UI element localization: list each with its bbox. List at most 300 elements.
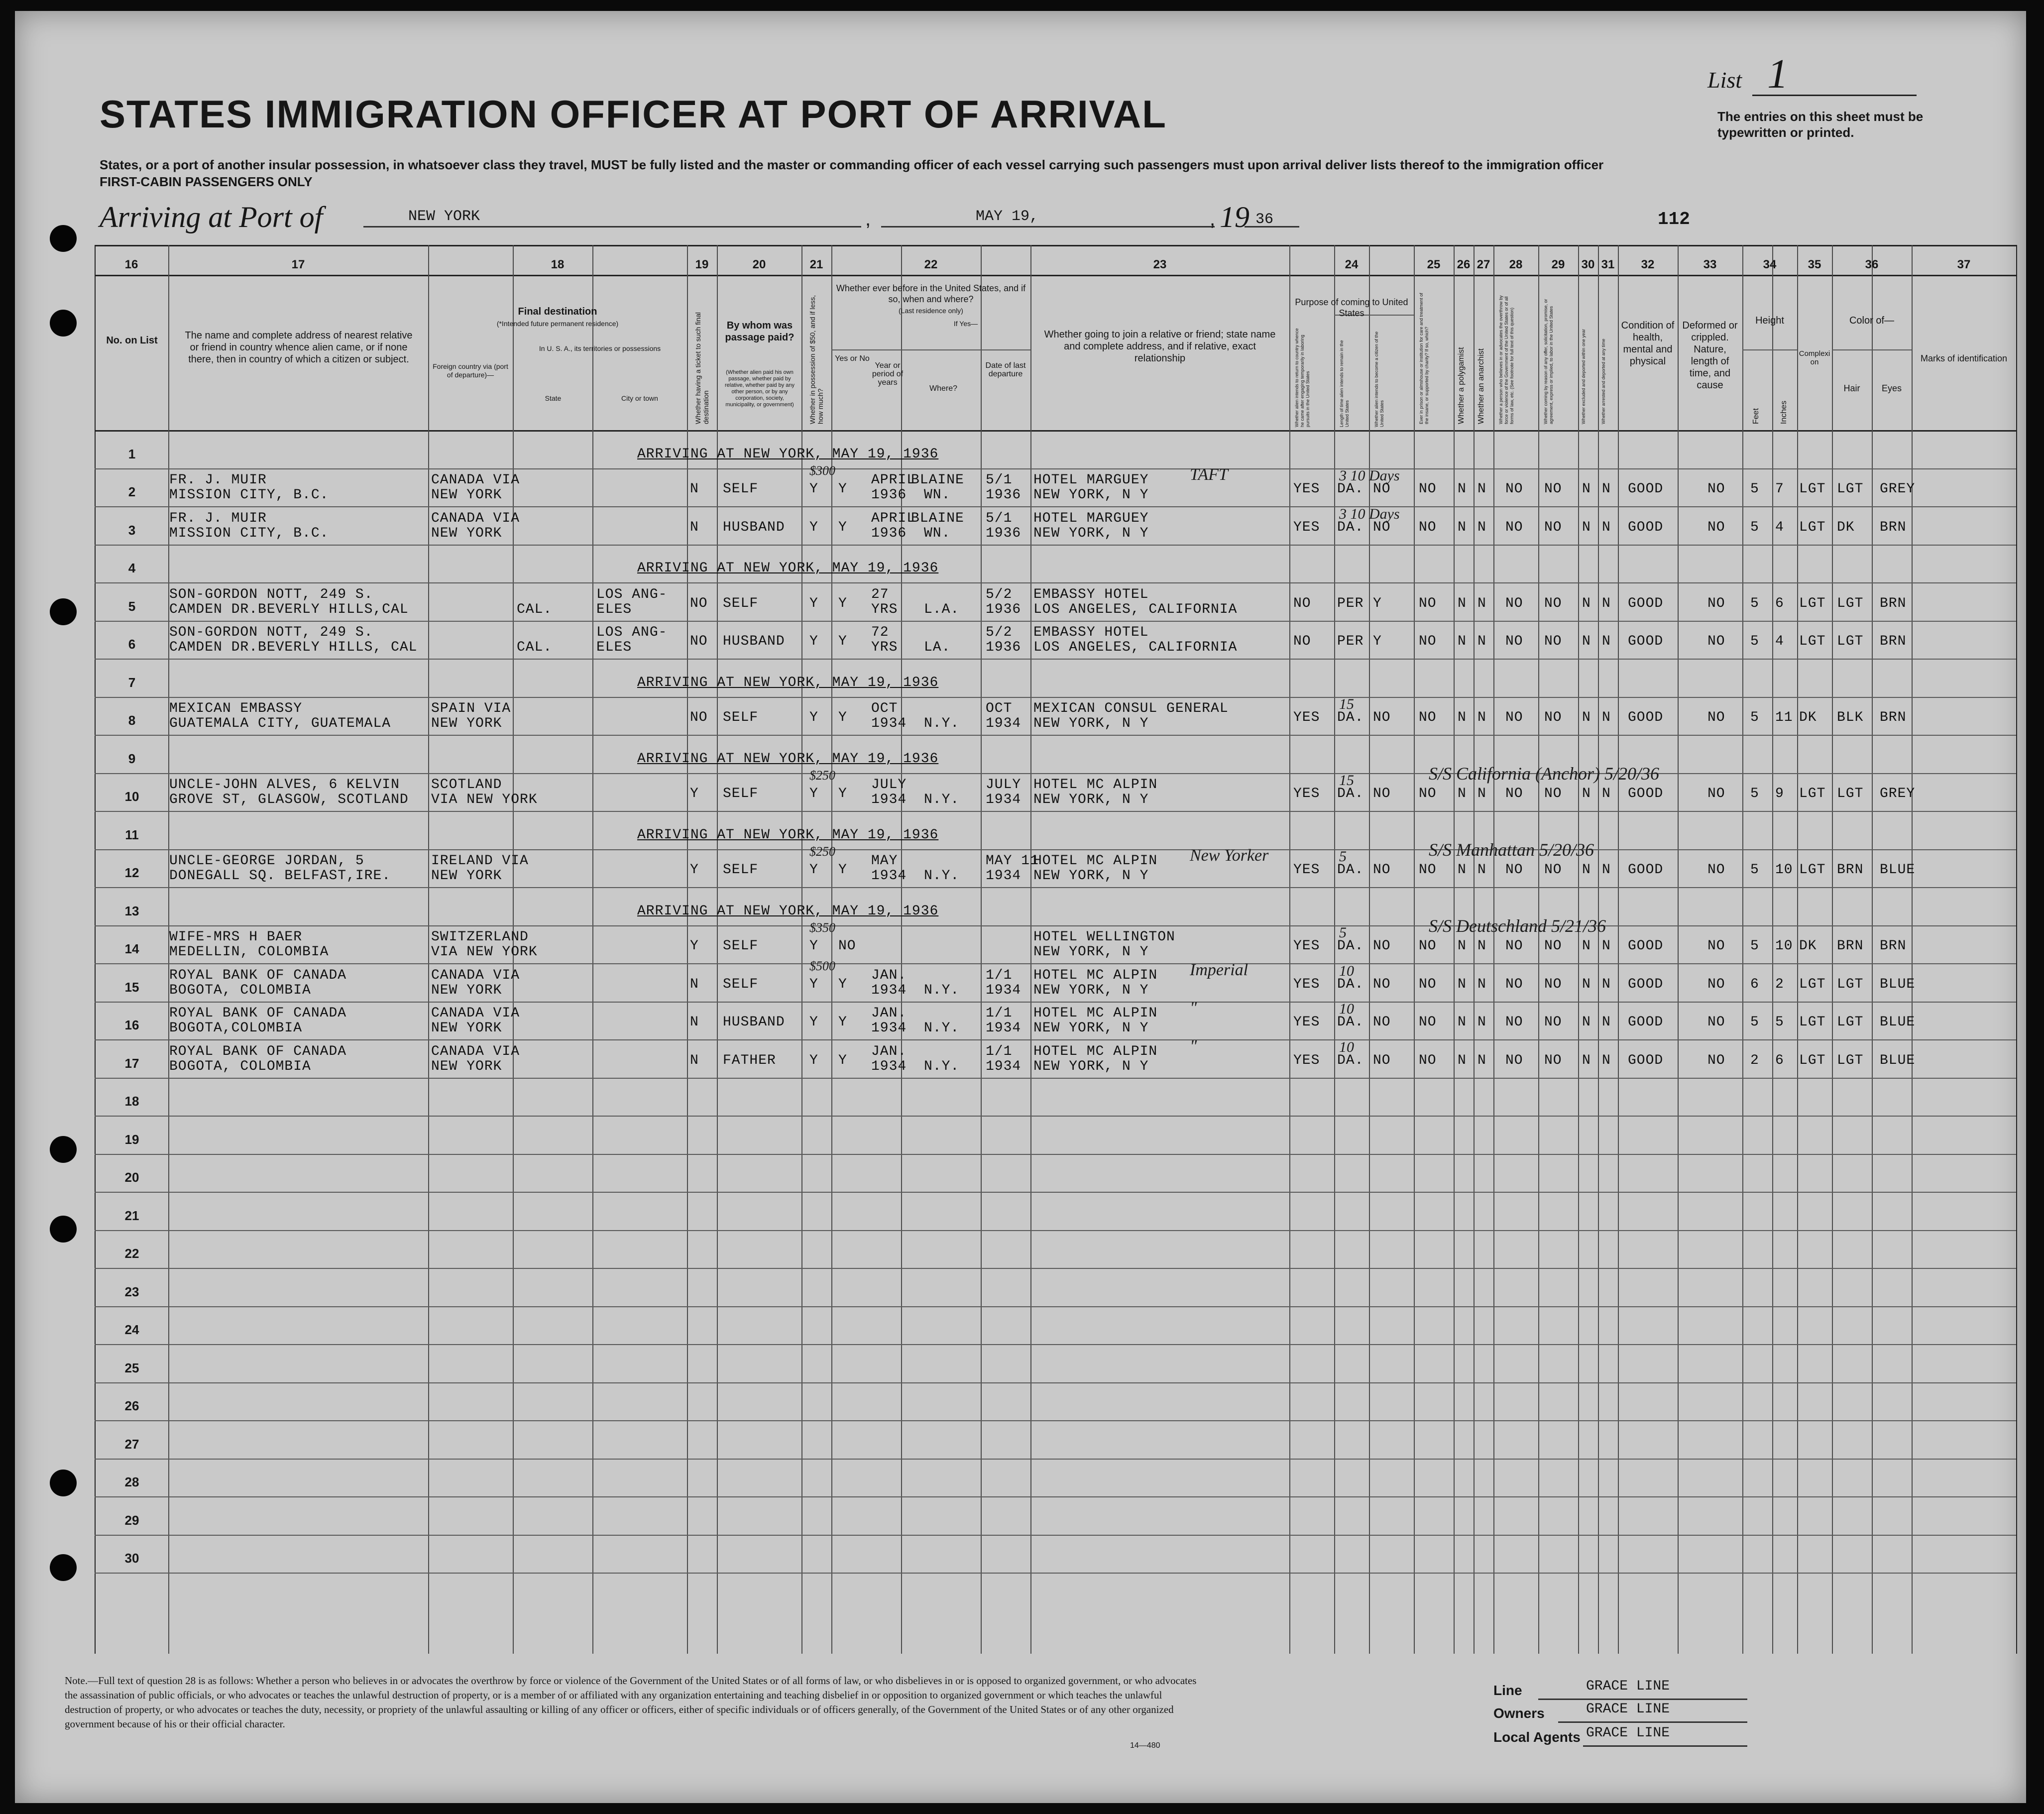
year-period-2: 1934 <box>871 868 907 884</box>
arriving-banner: ARRIVING AT NEW YORK, MAY 19, 1936 <box>637 751 939 767</box>
height-feet: 5 <box>1750 862 1759 878</box>
last-departure-2: 1934 <box>986 1020 1022 1036</box>
agents-value: GRACE LINE <box>1586 1725 1670 1741</box>
complexion: LGT <box>1799 596 1826 611</box>
col-num: 33 <box>1703 258 1717 271</box>
ticket: N <box>690 481 699 497</box>
excluded: N <box>1582 862 1591 878</box>
col-num: 16 <box>124 258 138 271</box>
relative-name: SON-GORDON NOTT, 249 S. <box>169 625 373 640</box>
anarchist: N <box>1477 786 1486 801</box>
join-name: HOTEL MC ALPIN <box>1033 853 1158 869</box>
arriving-banner: ARRIVING AT NEW YORK, MAY 19, 1936 <box>637 447 939 462</box>
relative-address: MISSION CITY, B.C. <box>169 526 329 541</box>
height-inches: 5 <box>1775 1015 1784 1030</box>
hair: DK <box>1837 520 1855 535</box>
stay-length: DA. <box>1337 1015 1364 1030</box>
passage-paid: HUSBAND <box>723 1015 785 1030</box>
eyes: BLUE <box>1880 862 1916 878</box>
height-inches: 2 <box>1775 977 1784 992</box>
complexion: LGT <box>1799 786 1826 801</box>
citizen: NO <box>1373 1015 1391 1030</box>
passage-paid: SELF <box>723 710 759 725</box>
col-num: 22 <box>924 258 938 271</box>
join-name: MEXICAN CONSUL GENERAL <box>1033 701 1229 716</box>
labor-offer: NO <box>1544 938 1562 954</box>
row-rule <box>95 468 2016 469</box>
year-suffix: 36 <box>1255 211 1274 228</box>
row-rule <box>95 659 2016 660</box>
join-name: HOTEL WELLINGTON <box>1033 929 1175 945</box>
row-rule <box>95 1078 2016 1079</box>
year-period: JAN. <box>871 968 907 983</box>
page-title: STATES IMMIGRATION OFFICER AT PORT OF ARRIVAL <box>100 92 1167 136</box>
arrested: N <box>1602 596 1611 611</box>
row-number: 6 <box>128 637 136 652</box>
join-address: LOS ANGELES, CALIFORNIA <box>1033 602 1238 617</box>
year-period: JULY <box>871 777 907 793</box>
col-num: 31 <box>1601 258 1615 271</box>
purpose: YES <box>1293 1015 1320 1030</box>
deformed: NO <box>1707 786 1725 801</box>
row-rule <box>95 963 2016 964</box>
row-number: 4 <box>128 561 136 575</box>
citizen: NO <box>1373 786 1391 801</box>
relative-address: BOGOTA, COLOMBIA <box>169 983 311 998</box>
labor-offer: NO <box>1544 634 1562 649</box>
last-departure-2: 1936 <box>986 640 1022 655</box>
labor-offer: NO <box>1544 710 1562 725</box>
header-marks: Marks of identification <box>1920 353 2008 363</box>
relative-address: MISSION CITY, B.C. <box>169 487 329 503</box>
col-num: 17 <box>291 258 305 271</box>
row-rule <box>95 1039 2016 1040</box>
health: GOOD <box>1628 520 1664 535</box>
join-name: EMBASSY HOTEL <box>1033 587 1149 602</box>
row-number: 19 <box>124 1132 139 1147</box>
row-rule <box>95 621 2016 622</box>
anarchist: N <box>1477 710 1486 725</box>
arriving-banner: ARRIVING AT NEW YORK, MAY 19, 1936 <box>637 675 939 690</box>
dest-foreign: SWITZERLAND <box>431 929 529 945</box>
join-handwritten: " <box>1190 1037 1197 1055</box>
join-name: HOTEL MARGUEY <box>1033 511 1149 526</box>
last-departure-2: 1934 <box>986 868 1022 884</box>
excluded: N <box>1582 786 1591 801</box>
anarchist: N <box>1477 481 1486 497</box>
first-cabin-label: FIRST-CABIN PASSENGERS ONLY <box>100 174 313 189</box>
header-before-us: Whether ever before in the United States, and if so, when and where? <box>836 283 1026 304</box>
col-num: 29 <box>1551 258 1565 271</box>
year-period-2: YRS <box>871 602 898 617</box>
stay-length: PER <box>1337 634 1364 649</box>
col-num: 27 <box>1476 258 1490 271</box>
stay-handwritten: 3 10 Days <box>1339 506 1400 522</box>
header-eyes: Eyes <box>1881 383 1902 393</box>
year-period: OCT <box>871 701 898 716</box>
year-period-2: 1934 <box>871 1020 907 1036</box>
last-departure: 1/1 <box>986 1044 1013 1059</box>
hair: LGT <box>1837 977 1864 992</box>
passage-paid: HUSBAND <box>723 520 785 535</box>
row-rule <box>95 849 2016 850</box>
before-us: Y <box>838 481 847 497</box>
where-2: N.Y. <box>924 983 960 998</box>
citizen: NO <box>1373 1053 1391 1068</box>
arrested: N <box>1602 786 1611 801</box>
before-us: Y <box>838 520 847 535</box>
dest-foreign-port: VIA NEW YORK <box>431 792 538 807</box>
last-departure-2: 1936 <box>986 602 1022 617</box>
citizen: NO <box>1373 862 1391 878</box>
hair: LGT <box>1837 596 1864 611</box>
comma: , <box>1210 208 1216 230</box>
join-name: HOTEL MC ALPIN <box>1033 968 1158 983</box>
prison: NO <box>1419 634 1437 649</box>
deformed: NO <box>1707 634 1725 649</box>
row-number: 9 <box>128 751 136 766</box>
row-rule <box>95 582 2016 583</box>
join-name: HOTEL MC ALPIN <box>1033 1044 1158 1059</box>
dest-foreign-port: NEW YORK <box>431 868 502 884</box>
line-label: Line <box>1493 1683 1522 1698</box>
dest-foreign-port: NEW YORK <box>431 1059 502 1074</box>
col-num: 23 <box>1153 258 1167 271</box>
excluded: N <box>1582 1053 1591 1068</box>
money: Y <box>809 786 818 801</box>
owners-value: GRACE LINE <box>1586 1701 1670 1717</box>
binder-hole <box>50 310 77 337</box>
dest-foreign: SPAIN VIA <box>431 701 511 716</box>
row-number: 13 <box>124 904 139 918</box>
last-departure-2: 1934 <box>986 716 1022 731</box>
row-rule <box>95 1306 2016 1307</box>
ticket: NO <box>690 710 708 725</box>
last-departure-2: 1934 <box>986 1059 1022 1074</box>
labor-offer: NO <box>1544 786 1562 801</box>
row-rule <box>95 1573 2016 1574</box>
labor-offer: NO <box>1544 596 1562 611</box>
row-number: 10 <box>124 789 139 804</box>
health: GOOD <box>1628 1015 1664 1030</box>
relative-name: ROYAL BANK OF CANADA <box>169 1006 347 1021</box>
row-rule <box>95 773 2016 774</box>
stay-length: DA. <box>1337 481 1364 497</box>
header-if-yes: If Yes— <box>953 320 978 328</box>
hair: BLK <box>1837 710 1864 725</box>
row-number: 28 <box>124 1474 139 1489</box>
ticket: N <box>690 520 699 535</box>
stay-handwritten: 15 <box>1339 772 1354 789</box>
year-period: 27 <box>871 587 889 602</box>
polygamist: N <box>1458 862 1467 878</box>
complexion: LGT <box>1799 634 1826 649</box>
join-address: NEW YORK, N Y <box>1033 487 1149 503</box>
join-address: NEW YORK, N Y <box>1033 526 1149 541</box>
purpose: YES <box>1293 1053 1320 1068</box>
binder-hole <box>50 1216 77 1243</box>
polygamist: N <box>1458 1053 1467 1068</box>
eyes: GREY <box>1880 481 1916 497</box>
height-feet: 5 <box>1750 1015 1759 1030</box>
anarchist: N <box>1477 520 1486 535</box>
hair: LGT <box>1837 1053 1864 1068</box>
col-num: 36 <box>1865 258 1879 271</box>
binder-hole <box>50 1470 77 1496</box>
list-label: List <box>1707 67 1742 93</box>
last-departure: MAY 11 <box>986 853 1039 869</box>
prison: NO <box>1419 481 1437 497</box>
year-period: APRIL <box>871 511 916 526</box>
dest-state: CAL. <box>517 640 553 655</box>
citizen: NO <box>1373 710 1391 725</box>
stay-length: DA. <box>1337 938 1364 954</box>
health: GOOD <box>1628 710 1664 725</box>
join-name: HOTEL MC ALPIN <box>1033 1006 1158 1021</box>
hair: BRN <box>1837 938 1864 954</box>
anarchist: N <box>1477 862 1486 878</box>
dest-foreign-port: NEW YORK <box>431 526 502 541</box>
year-period-2: 1934 <box>871 716 907 731</box>
passage-paid: HUSBAND <box>723 634 785 649</box>
ticket: N <box>690 1015 699 1030</box>
citizen: NO <box>1373 481 1391 497</box>
purpose: YES <box>1293 977 1320 992</box>
row-number: 1 <box>128 447 136 461</box>
row-rule <box>95 545 2016 546</box>
row-number: 3 <box>128 523 136 538</box>
line-value: GRACE LINE <box>1586 1679 1670 1694</box>
last-departure: 5/2 <box>986 587 1013 602</box>
q28: NO <box>1505 520 1523 535</box>
excluded: N <box>1582 938 1591 954</box>
q28: NO <box>1505 786 1523 801</box>
row-rule <box>95 735 2016 736</box>
join-handwritten: TAFT <box>1190 465 1228 484</box>
row-number: 29 <box>124 1513 139 1528</box>
purpose: YES <box>1293 520 1320 535</box>
relative-address: CAMDEN DR.BEVERLY HILLS,CAL <box>169 602 409 617</box>
prison: NO <box>1419 596 1437 611</box>
polygamist: N <box>1458 634 1467 649</box>
polygamist: N <box>1458 596 1467 611</box>
where-2: LA. <box>924 640 951 655</box>
dest-city: LOS ANG- <box>596 587 668 602</box>
join-address: NEW YORK, N Y <box>1033 792 1149 807</box>
eyes: BLUE <box>1880 1015 1916 1030</box>
arrested: N <box>1602 710 1611 725</box>
prison: NO <box>1419 1053 1437 1068</box>
q28: NO <box>1505 862 1523 878</box>
relative-name: ROYAL BANK OF CANADA <box>169 968 347 983</box>
dest-foreign-port: NEW YORK <box>431 983 502 998</box>
dest-foreign-port: NEW YORK <box>431 487 502 503</box>
height-feet: 5 <box>1750 520 1759 535</box>
anarchist: N <box>1477 1053 1486 1068</box>
row-rule <box>95 506 2016 507</box>
relative-address: DONEGALL SQ. BELFAST,IRE. <box>169 868 391 884</box>
health: GOOD <box>1628 977 1664 992</box>
year-period: MAY <box>871 853 898 869</box>
polygamist: N <box>1458 710 1467 725</box>
header-foreign-country: Foreign country via (port of departure)— <box>433 362 508 379</box>
row-number: 25 <box>124 1360 139 1375</box>
eyes: BRN <box>1880 596 1907 611</box>
height-feet: 5 <box>1750 710 1759 725</box>
last-departure: 5/1 <box>986 472 1013 488</box>
prison: NO <box>1419 938 1437 954</box>
list-number: 1 <box>1767 51 1788 97</box>
row-rule <box>95 1116 2016 1117</box>
row-number: 17 <box>124 1056 139 1071</box>
header-color-of: Color of— <box>1849 315 1895 326</box>
header-q28: Whether a person who believes in or advocates the overthrow by force or violence of the Government of the United States or of all forms of law, etc. (See footnote for full text of this question) <box>1498 295 1514 424</box>
health: GOOD <box>1628 862 1664 878</box>
arriving-banner: ARRIVING AT NEW YORK, MAY 19, 1936 <box>637 904 939 919</box>
row-rule <box>95 697 2016 698</box>
deformed: NO <box>1707 1053 1725 1068</box>
purpose: YES <box>1293 862 1320 878</box>
where-2: L.A. <box>924 602 960 617</box>
labor-offer: NO <box>1544 1053 1562 1068</box>
ticket: N <box>690 1053 699 1068</box>
before-us: Y <box>838 596 847 611</box>
anarchist: N <box>1477 596 1486 611</box>
anarchist: N <box>1477 634 1486 649</box>
list-underline <box>1752 95 1917 96</box>
binder-hole <box>50 225 77 252</box>
binder-hole <box>50 598 77 625</box>
height-feet: 5 <box>1750 481 1759 497</box>
money: Y <box>809 710 818 725</box>
health: GOOD <box>1628 481 1664 497</box>
hair: LGT <box>1837 1015 1864 1030</box>
stay-length: DA. <box>1337 862 1364 878</box>
money-handwritten: $350 <box>809 920 835 935</box>
last-departure-2: 1936 <box>986 487 1022 503</box>
where-2: N.Y. <box>924 792 960 807</box>
subheading <box>100 156 1752 190</box>
stay-length: DA. <box>1337 977 1364 992</box>
deformed: NO <box>1707 938 1725 954</box>
relative-name: UNCLE-JOHN ALVES, 6 KELVIN <box>169 777 400 793</box>
stay-handwritten: 10 <box>1339 963 1354 979</box>
labor-offer: NO <box>1544 481 1562 497</box>
header-complexion: Complexion <box>1799 349 1830 366</box>
relative-name: ROYAL BANK OF CANADA <box>169 1044 347 1059</box>
header-anarchist: Whether an anarchist <box>1477 348 1485 424</box>
money: Y <box>809 977 818 992</box>
height-inches: 10 <box>1775 938 1793 954</box>
ticket: NO <box>690 634 708 649</box>
where-2: N.Y. <box>924 868 960 884</box>
complexion: DK <box>1799 710 1817 725</box>
arrested: N <box>1602 634 1611 649</box>
stay-handwritten: 3 10 Days <box>1339 467 1400 484</box>
last-departure-2: 1934 <box>986 792 1022 807</box>
relative-address: GROVE ST, GLASGOW, SCOTLAND <box>169 792 409 807</box>
row-rule <box>95 887 2016 888</box>
health: GOOD <box>1628 1053 1664 1068</box>
q28: NO <box>1505 481 1523 497</box>
header-usa: In U. S. A., its territories or possessions <box>539 344 661 352</box>
row-number: 15 <box>124 980 139 995</box>
last-departure: OCT <box>986 701 1013 716</box>
health: GOOD <box>1628 634 1664 649</box>
footnote: Note.—Full text of question 28 is as follows: Whether a person who believes in or advocates the overthrow by force or violence of the Government of the United States or of all forms of law, or who disbelieves in or is opposed to organized government, or who advocates the assassination of public officials, or who advocates or teaches the unlawful destruction of property, or is a member of or affiliated with any organization entertaining and teaching disbelief in or opposition to organized government or which teaches the unlawful destruction of property, or who advocates or teaches the duty, necessity, or propriety of the unlawful assaulting or killing of any officer or officers, either of specific individuals or of officers generally, of the Government of the United States or of any other organized government because of his or their official character. <box>65 1675 1197 1730</box>
height-inches: 6 <box>1775 596 1784 611</box>
row-rule <box>95 925 2016 926</box>
arrested: N <box>1602 1015 1611 1030</box>
last-departure: 1/1 <box>986 1006 1013 1021</box>
prison: NO <box>1419 862 1437 878</box>
deformed: NO <box>1707 1015 1725 1030</box>
header-purpose: Purpose of coming to United States <box>1295 297 1408 318</box>
join-handwritten: Imperial <box>1190 961 1249 979</box>
ticket: N <box>690 977 699 992</box>
complexion: LGT <box>1799 862 1826 878</box>
relative-address: BOGOTA,COLOMBIA <box>169 1020 303 1036</box>
relative-address: CAMDEN DR.BEVERLY HILLS, CAL <box>169 640 418 655</box>
anarchist: N <box>1477 938 1486 954</box>
header-deformed: Deformed or crippled. Nature, length of time, and cause <box>1682 320 1738 391</box>
q28: NO <box>1505 1053 1523 1068</box>
row-number: 5 <box>128 599 136 614</box>
deformed: NO <box>1707 862 1725 878</box>
row-number: 16 <box>124 1018 139 1032</box>
header-purpose-length: Length of time alien intends to remain in the United States <box>1339 340 1350 427</box>
line-underline <box>1538 1699 1747 1700</box>
owners-label: Owners <box>1493 1705 1545 1721</box>
manifest-sheet <box>15 11 2026 1803</box>
dest-foreign: CANADA VIA <box>431 968 520 983</box>
agents-underline <box>1583 1745 1747 1747</box>
relative-name: SON-GORDON NOTT, 249 S. <box>169 587 373 602</box>
before-us: Y <box>838 862 847 878</box>
money-handwritten: $250 <box>809 844 835 859</box>
before-us: Y <box>838 786 847 801</box>
polygamist: N <box>1458 481 1467 497</box>
height-feet: 5 <box>1750 938 1759 954</box>
arrested: N <box>1602 862 1611 878</box>
row-number: 7 <box>128 675 136 690</box>
header-join-relative: Whether going to join a relative or friend; state name and complete address, and if relative, exact relationship <box>1044 329 1276 364</box>
citizen: Y <box>1373 634 1382 649</box>
money: Y <box>809 862 818 878</box>
header-last-departure: Date of last departure <box>985 361 1026 378</box>
eyes: BRN <box>1880 634 1907 649</box>
citizen: NO <box>1373 977 1391 992</box>
year-period: JAN. <box>871 1044 907 1059</box>
deformed: NO <box>1707 977 1725 992</box>
q28: NO <box>1505 938 1523 954</box>
row-rule <box>95 1002 2016 1003</box>
relative-name: WIFE-MRS H BAER <box>169 929 303 945</box>
join-address: NEW YORK, N Y <box>1033 944 1149 960</box>
dest-foreign-port: VIA NEW YORK <box>431 944 538 960</box>
binder-hole <box>50 1554 77 1581</box>
excluded: N <box>1582 481 1591 497</box>
relative-address: MEDELLIN, COLOMBIA <box>169 944 329 960</box>
header-excluded: Whether excluded and deported within one year <box>1581 329 1586 424</box>
agents-label: Local Agents <box>1493 1729 1581 1745</box>
complexion: LGT <box>1799 977 1826 992</box>
passage-paid: SELF <box>723 786 759 801</box>
header-prison: Ever in prison or almshouse or institution for care and treatment of the insane, or supported by charity? If so, which? <box>1419 293 1429 424</box>
dest-foreign: CANADA VIA <box>431 472 520 488</box>
join-address: NEW YORK, N Y <box>1033 868 1149 884</box>
col-num: 26 <box>1457 258 1471 271</box>
